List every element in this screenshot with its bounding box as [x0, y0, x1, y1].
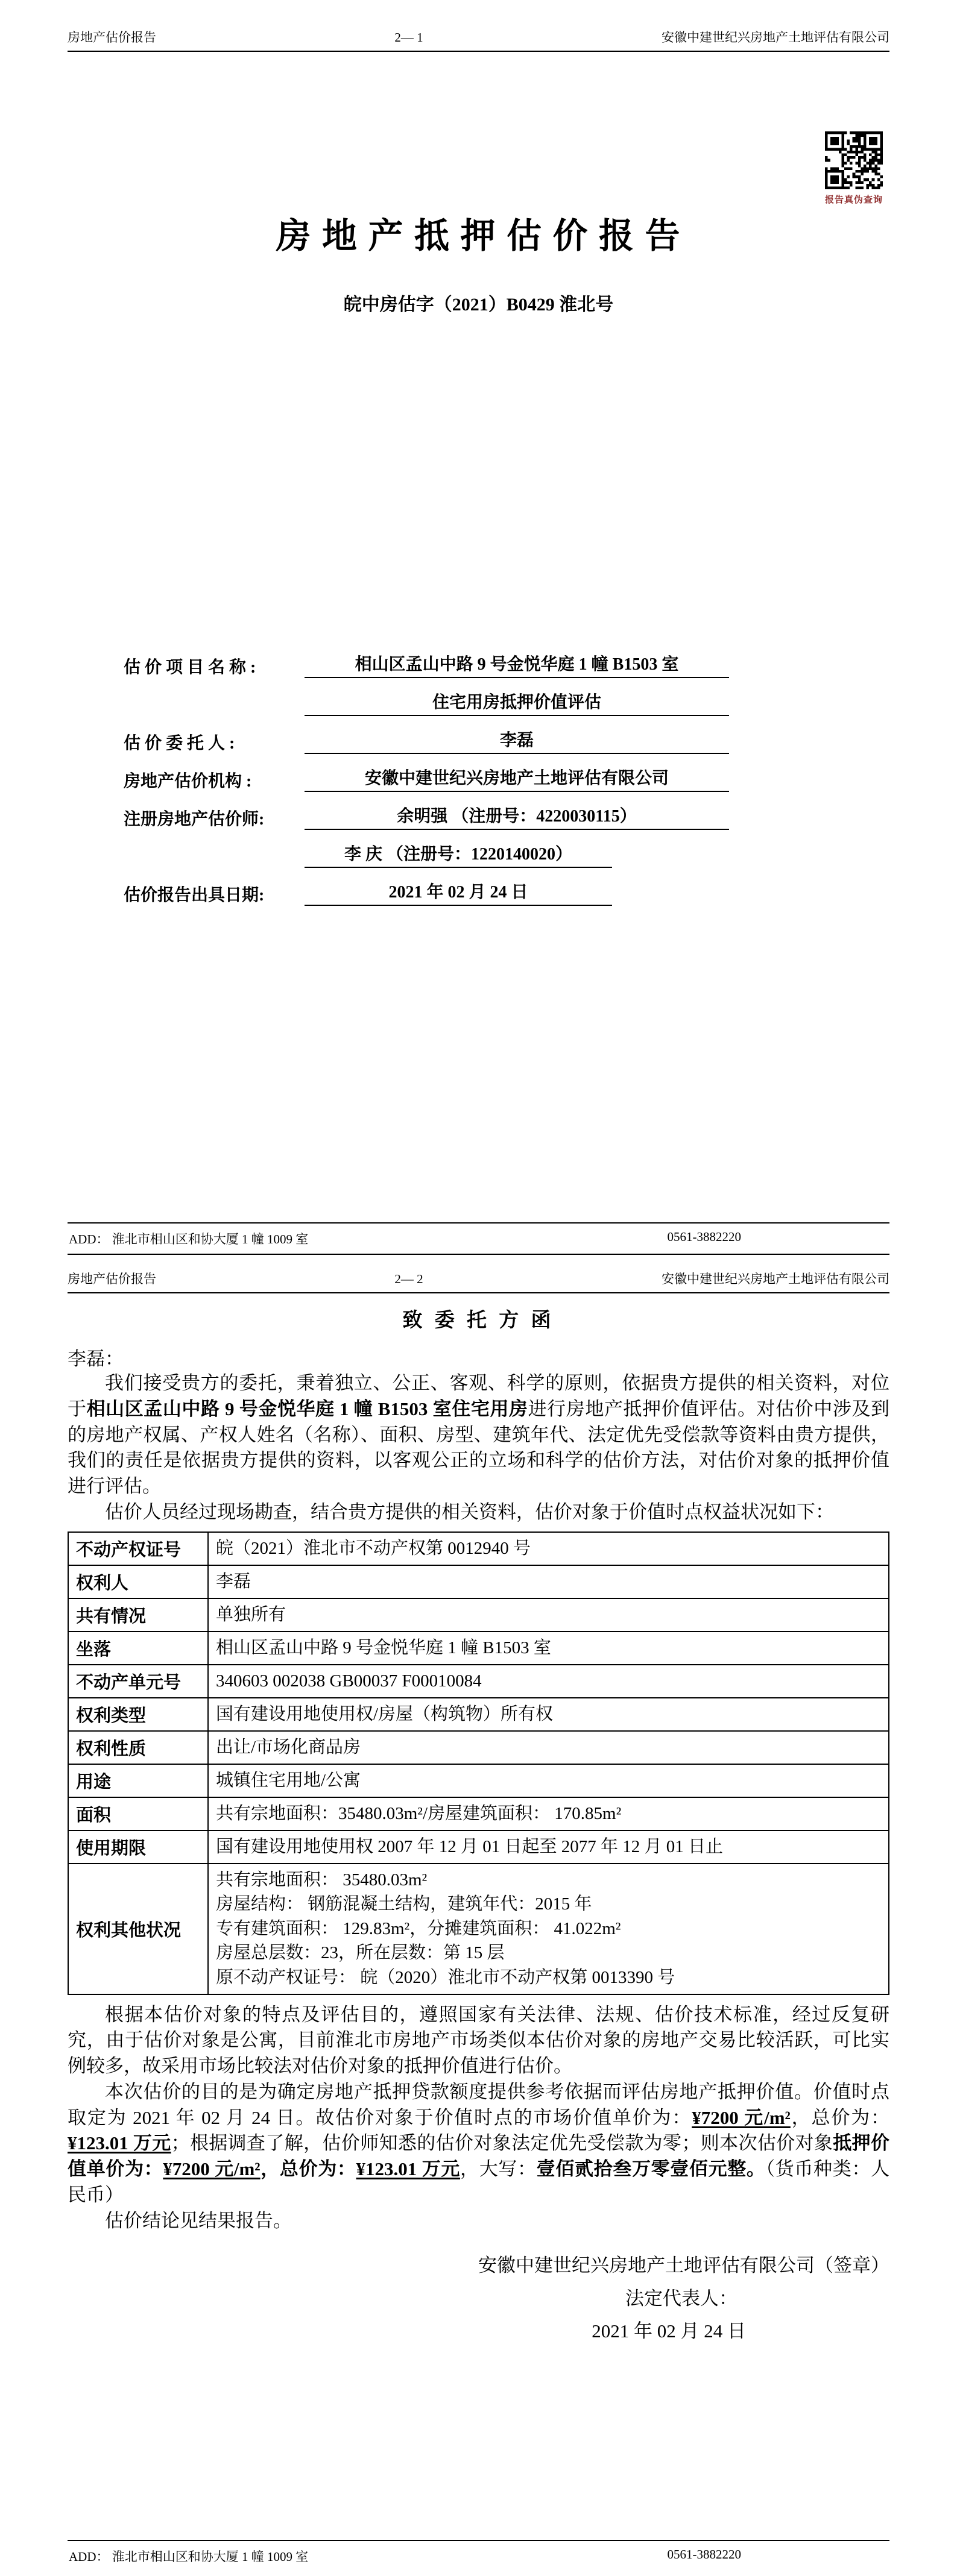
field-label: 估价报告出具日期: [124, 886, 265, 905]
table-value-line: 国有建设用地使用权/房屋（构筑物）所有权 [216, 1704, 554, 1724]
field-value: 余明强 （注册号：4220030115） [305, 803, 729, 830]
table-value-line: 国有建设用地使用权 2007 年 12 月 01 日起至 2077 年 12 月 01 日止 [216, 1836, 724, 1856]
signature-legal-rep: 法定代表人： [625, 2287, 737, 2309]
table-row-label: 共有情况 [68, 1598, 208, 1632]
field-value: 住宅用房抵押价值评估 [305, 689, 729, 716]
text-segment: ；根据调查了解，估价师知悉的估价对象法定优先受偿款为零；则本次估价对象 [171, 2132, 833, 2154]
table-row-value [208, 1764, 889, 1797]
text-segment: ，大写： [460, 2158, 537, 2180]
paragraph-valuation [68, 2079, 889, 2208]
table-value-line: 原不动产权证号： 皖（2020）淮北市不动产权第 0013390 号 [216, 1967, 675, 1987]
table-value-line: 单独所有 [216, 1604, 286, 1624]
table-row [68, 1864, 889, 1994]
signature-block [68, 2249, 889, 2348]
header-company-name: 安徽中建世纪兴房地产土地评估有限公司 [662, 1272, 889, 1286]
field-project-name [124, 651, 729, 678]
table-row-label: 面积 [68, 1797, 208, 1830]
text-segment: （货币种类：人民币） [68, 2158, 890, 2205]
page2-header [68, 1260, 889, 1293]
header-page-number: 2— 2 [394, 1272, 423, 1286]
letter-title: 致 委 托 方 函 [402, 1310, 555, 1331]
qr-verification-block [822, 131, 886, 206]
text-segment: 进行房地产抵押价值评估。对估价中涉及到的房地产权属、产权人姓名（名称）、面积、房型、建筑年代、法定优先受偿款等资料由贵方提供，我们的责任是依据贵方提供的资料，以客观公正的立场和科学的估价方法，对估价对象的抵押价值进行评估。 [68, 1398, 889, 1497]
field-appraisal-agency [124, 765, 729, 792]
report-number: 皖中房估字（2021）B0429 淮北号 [343, 295, 614, 315]
field-label: 估 价 项 目 名 称 : [124, 658, 256, 677]
footer-phone: 0561-3882220 [667, 1230, 741, 1244]
table-row-value [208, 1797, 889, 1830]
divider [68, 1254, 889, 1255]
table-row-label: 权利类型 [68, 1698, 208, 1731]
table-row [68, 1797, 889, 1830]
rights-table-body [68, 1532, 889, 1994]
paragraph-conclusion-note: 估价结论见结果报告。 [105, 2210, 292, 2231]
table-row [68, 1665, 889, 1698]
table-row-value [208, 1731, 889, 1764]
table-value-line: 340603 002038 GB00037 F00010084 [216, 1671, 482, 1691]
page-2 [0, 1260, 957, 2576]
table-row-value [208, 1698, 889, 1731]
table-value-line: 李磊 [216, 1571, 251, 1591]
table-value-line: 相山区孟山中路 9 号金悦华庭 1 幢 B1503 室 [216, 1638, 551, 1657]
text-segment: ¥123.01 万元 [356, 2158, 461, 2180]
text-segment: ¥7200 元/m² [163, 2158, 261, 2180]
paragraph-method: 根据本估价对象的特点及评估目的，遵照国家有关法律、法规、估价技术标准，经过反复研究，由于估价对象是公寓，目前淮北市房地产市场类似本估价对象的房地产交易比较活跃，可比实例较多，故采用市场比较法对估价对象的抵押价值进行估价。 [68, 2003, 889, 2077]
field-appraiser-2 [124, 841, 729, 868]
footer-row [68, 2541, 889, 2571]
field-value: 安徽中建世纪兴房地产土地评估有限公司 [305, 765, 729, 792]
table-row [68, 1698, 889, 1731]
header-company-name: 安徽中建世纪兴房地产土地评估有限公司 [662, 30, 889, 45]
qr-label: 报告真伪查询 [824, 195, 883, 205]
table-value-line: 皖（2021）淮北市不动产权第 0012940 号 [216, 1538, 531, 1558]
footer-address: ADD： 淮北市相山区和协大厦 1 幢 1009 室 [69, 2549, 309, 2564]
cover-fields [124, 651, 729, 906]
report-title: 房 地 产 抵 押 估 价 报 告 [276, 216, 681, 256]
table-row-label: 坐落 [68, 1632, 208, 1665]
field-label: 注册房地产估价师: [124, 810, 265, 829]
table-row-label: 不动产权证号 [68, 1532, 208, 1565]
table-row [68, 1731, 889, 1764]
table-row-value [208, 1565, 889, 1598]
table-row-value [208, 1665, 889, 1698]
table-row [68, 1764, 889, 1797]
page1-footer [68, 1222, 889, 1255]
text-segment: 本次估价的目的是为确定房地产抵押贷款额度提供参考依据而评估房地产抵押价值。价值时点取定为 2021 年 02 月 24 日。故估价对象于价值时点的市场价值单价为： [68, 2081, 889, 2128]
text-segment: ¥7200 元/m² [692, 2106, 791, 2128]
text-segment: 抵押价值单价为： [68, 2132, 890, 2180]
table-row-label: 权利其他状况 [68, 1864, 208, 1994]
qr-code-icon [825, 131, 883, 189]
header-page-number: 2— 1 [394, 30, 423, 45]
field-client [124, 727, 729, 754]
text-segment: 相山区孟山中路 9 号金悦华庭 1 幢 B1503 室住宅用房 [86, 1398, 528, 1419]
field-report-date [124, 879, 729, 906]
table-row [68, 1565, 889, 1598]
field-project-name-line2 [124, 689, 729, 716]
table-row-label: 使用期限 [68, 1830, 208, 1864]
table-row-value [208, 1632, 889, 1665]
field-appraiser-1 [124, 803, 729, 830]
footer-address: ADD： 淮北市相山区和协大厦 1 幢 1009 室 [69, 1232, 309, 1246]
table-value-line: 城镇住宅用地/公寓 [216, 1770, 361, 1790]
table-value-line: 共有宗地面积： 35480.03m² [216, 1870, 428, 1890]
text-segment: 壹佰贰拾叁万零壹佰元整。 [536, 2158, 766, 2180]
field-label: 估 价 委 托 人 : [124, 734, 235, 753]
table-row-label: 用途 [68, 1764, 208, 1797]
salutation: 李磊： [68, 1348, 124, 1369]
table-row [68, 1598, 889, 1632]
paragraph-survey: 估价人员经过现场勘查，结合贵方提供的相关资料，估价对象于价值时点权益状况如下： [105, 1501, 834, 1522]
table-row-value [208, 1598, 889, 1632]
table-value-line: 房屋结构： 钢筋混凝土结构，建筑年代：2015 年 [216, 1894, 592, 1914]
text-segment: ，总价为： [260, 2158, 356, 2180]
table-row-label: 权利人 [68, 1565, 208, 1598]
footer-row [68, 1224, 889, 1254]
table-row [68, 1830, 889, 1864]
paragraph-commission [68, 1371, 889, 1500]
field-value: 李磊 [305, 727, 729, 754]
table-value-line: 共有宗地面积：35480.03m²/房屋建筑面积： 170.85m² [216, 1803, 622, 1823]
table-value-line: 专有建筑面积： 129.83m²，分摊建筑面积： 41.022m² [216, 1918, 621, 1938]
page-1 [0, 0, 957, 1260]
header-doc-type: 房地产估价报告 [68, 30, 156, 45]
signature-date: 2021 年 02 月 24 日 [592, 2320, 746, 2342]
field-label: 房地产估价机构 : [124, 772, 252, 791]
table-row-label: 不动产单元号 [68, 1665, 208, 1698]
text-segment: ，总价为： [790, 2106, 890, 2128]
footer-phone: 0561-3882220 [667, 2547, 741, 2562]
table-row [68, 1532, 889, 1565]
table-row-value [208, 1864, 889, 1994]
field-value: 李 庆 （注册号：1220140020） [305, 841, 612, 868]
signature-company: 安徽中建世纪兴房地产土地评估有限公司（签章） [478, 2255, 889, 2276]
text-segment: 我们接受贵方的委托，秉着独立、公正、客观、科学的原则，依据贵方提供的相关资料，对位于 [68, 1372, 889, 1419]
field-value: 相山区孟山中路 9 号金悦华庭 1 幢 B1503 室 [305, 651, 729, 678]
page1-header [68, 0, 889, 52]
table-row [68, 1632, 889, 1665]
text-segment: ¥123.01 万元 [68, 2132, 171, 2154]
field-value: 2021 年 02 月 24 日 [305, 879, 612, 906]
table-row-value [208, 1830, 889, 1864]
table-row-label: 权利性质 [68, 1731, 208, 1764]
table-value-line: 房屋总层数：23，所在层数：第 15 层 [216, 1943, 505, 1963]
property-rights-table [68, 1531, 889, 1995]
table-value-line: 出让/市场化商品房 [216, 1737, 361, 1757]
page2-footer [68, 2540, 889, 2571]
table-row-value [208, 1532, 889, 1565]
header-doc-type: 房地产估价报告 [68, 1272, 156, 1286]
